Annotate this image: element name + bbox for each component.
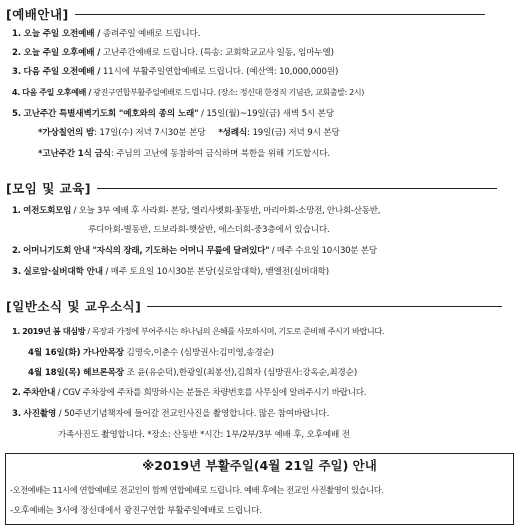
easter-notice-line-2: -오후예배는 3시에 장신대에서 광진구연합 부활주일예배로 드립니다. (10, 506, 263, 516)
item-body: / 50주년기념책자에 들어갈 전교인사진을 촬영합니다. 많은 참여바랍니다. (56, 409, 330, 419)
news-divider (147, 306, 502, 307)
item-body: 가족사진도 촬영합니다. *장소: 산동반 *시간: 1부/2부/3부 예배 후, 오후예배 전 (58, 430, 350, 440)
item-heading: 다음 주일 오전예배 / (23, 67, 101, 77)
item-number: 2. (12, 48, 21, 58)
item-body: / 매주 수요일 10시30분 본당 (269, 246, 377, 256)
worship-subitem-2 (38, 148, 330, 160)
item-body: 루디아회-별동반, 드보라회-햇살반, 에스더회-중3층에서 있습니다. (88, 225, 330, 235)
subitem-body: : 19일(금) 저녁 9시 본당 (247, 128, 340, 138)
item-body: 고난주간예배로 드립니다. (특송: 교회학교교사 일동, 임마누엘) (100, 48, 334, 58)
worship-item-3 (12, 66, 338, 78)
item-body: 11시에 부활주일연합예배로 드립니다. (예산액: 10,000,000원) (100, 67, 339, 77)
item-body: / 오늘 3부 예배 후 사라회- 본당, 엘리사벳회-꽃동반, 마리아회-소망전, 안나회-산동반, (71, 206, 381, 216)
news-section-header (6, 296, 502, 316)
item-heading: 고난주간 특별새벽기도회 "예호와의 종의 노래" (23, 109, 199, 119)
easter-notice-line-1: -오전예배는 11시에 연합예배로 전교인이 함께 연합예배로 드립니다. 예배 후에는 전교인 사진촬영이 있습니다. (10, 485, 384, 495)
news-visit-1 (28, 347, 274, 359)
item-heading: 사진촬영 (23, 409, 57, 419)
item-number: 4. (12, 88, 20, 97)
item-heading: 오늘 주일 오후예배 / (23, 48, 101, 58)
worship-section-header (6, 4, 485, 24)
visit-date-group: 4월 18일(목) 헤브론목장 (28, 368, 124, 378)
item-number: 3. (12, 67, 21, 77)
item-heading: 어머니기도회 안내 "자식의 장래, 기도하는 어머니 무릎에 달려있다" (23, 246, 270, 256)
item-heading: 실로암·실버대학 안내 (23, 267, 103, 277)
news-item-3 (12, 408, 329, 420)
item-heading: 여전도회모임 (23, 206, 72, 216)
meeting-section-title: [모임 및 교육] (6, 181, 92, 196)
worship-section-title: [예배안내] (6, 7, 69, 22)
item-heading: 오늘 주일 오전예배 / (23, 29, 101, 39)
subitem-heading: *고난주간 1식 금식 (38, 149, 111, 159)
worship-subitem-1 (38, 127, 340, 139)
subitem-heading: *가상칠언의 밤 (38, 128, 95, 138)
meeting-item-1-cont (88, 224, 330, 236)
item-heading: 다음 주일 오후예배 / (22, 88, 92, 97)
item-number: 1. (12, 29, 21, 39)
news-item-1 (12, 325, 384, 337)
item-number: 3. (12, 409, 21, 419)
visit-members: 김명숙,이춘수 (심방권사:김미영,송경순) (123, 348, 274, 358)
meeting-item-3 (12, 266, 329, 278)
visit-members: 조 윤(유순덕),한광일(최봉선),김희자 (심방권사:강옥순,최경순) (123, 368, 358, 378)
item-heading: 주차안내 (23, 388, 56, 398)
item-body: / 15일(월)~19일(금) 새벽 5시 본당 (198, 109, 334, 119)
subitem-body: : 주님의 고난에 동참하여 금식하며 북한을 위해 기도합시다. (110, 149, 330, 159)
easter-notice-title: ※2019년 부활주일(4월 21일 주일) 안내 (142, 458, 377, 473)
item-number: 2. (12, 388, 21, 398)
item-number: 1. (12, 326, 20, 336)
subitem-heading: *성례식 (218, 128, 248, 138)
worship-item-4 (12, 87, 364, 99)
worship-item-5 (12, 108, 334, 120)
item-number: 1. (12, 206, 21, 216)
meeting-item-1 (12, 205, 380, 217)
item-body: / 목장과 가정에 부어주시는 하나님의 은혜를 사모하시며, 기도로 준비해 주시기 바랍니다. (85, 326, 384, 336)
item-number: 2. (12, 246, 21, 256)
item-body: / CGV 주차장에 주차를 희망하시는 분들은 차량번호를 사무실에 알려주시기 바랍니다. (55, 388, 367, 398)
news-section-title: [일반소식 및 교우소식] (6, 299, 142, 314)
visit-date-group: 4월 16일(화) 가나안목장 (28, 348, 124, 358)
subitem-body: : 17일(수) 저녁 7시30분 본당 (94, 128, 206, 138)
worship-divider (75, 14, 485, 15)
news-item-3-cont (58, 429, 350, 441)
item-number: 5. (12, 109, 21, 119)
item-body: 종려주일 예배로 드립니다. (100, 29, 201, 39)
item-number: 3. (12, 267, 21, 277)
meeting-section-header (6, 178, 497, 198)
item-heading: 2019년 봄 대심방 (22, 326, 86, 336)
news-visit-2 (28, 367, 357, 379)
item-body: / 매주 토요일 10시30분 본당(실로암대학), 벧엘전(실버대학) (102, 267, 329, 277)
meeting-item-2 (12, 245, 377, 257)
worship-item-1 (12, 28, 200, 40)
worship-item-2 (12, 47, 334, 59)
meeting-divider (97, 188, 497, 189)
item-body: 광진구연합부활주일예배로 드립니다. (장소: 정신대 한경직 기념관, 교회출발: 2시) (91, 88, 365, 97)
easter-notice-box (5, 453, 514, 525)
news-item-2 (12, 387, 366, 399)
